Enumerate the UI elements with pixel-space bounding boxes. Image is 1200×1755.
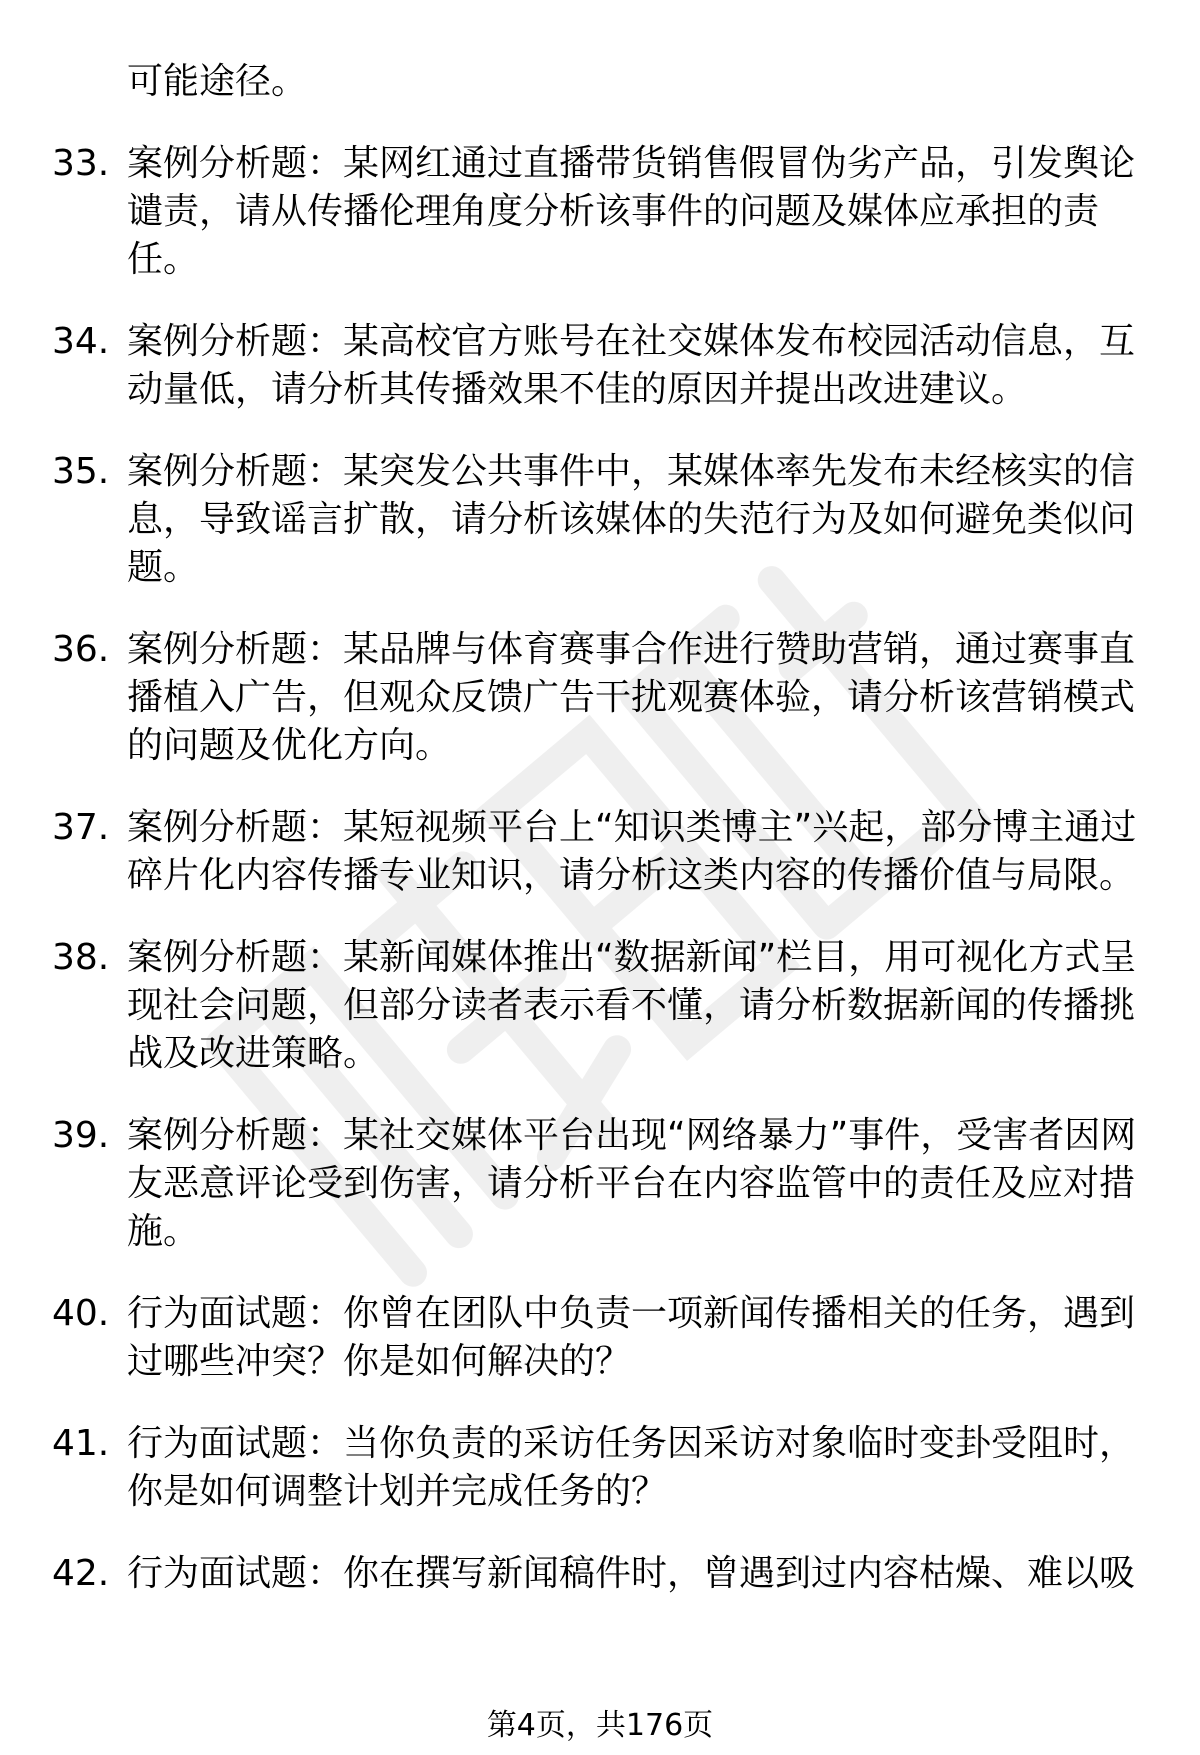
question-list bbox=[0, 140, 1200, 1632]
question-number: 38. bbox=[52, 937, 110, 978]
question-number: 33. bbox=[52, 143, 110, 184]
question-number: 41. bbox=[52, 1423, 110, 1464]
question-number: 40. bbox=[52, 1293, 110, 1334]
question-text: 行为面试题：你曾在团队中负责一项新闻传播相关的任务，遇到过哪些冲突？你是如何解决的？ bbox=[127, 1293, 1136, 1382]
question-item bbox=[0, 318, 1200, 414]
question-item bbox=[0, 934, 1200, 1078]
question-item bbox=[0, 1112, 1200, 1256]
question-text: 行为面试题：你在撰写新闻稿件时，曾遇到过内容枯燥、难以吸 bbox=[127, 1553, 1136, 1594]
question-text: 案例分析题：某品牌与体育赛事合作进行赞助营销，通过赛事直播植入广告，但观众反馈广告干扰观赛体验，请分析该营销模式的问题及优化方向。 bbox=[127, 629, 1136, 766]
question-item bbox=[0, 1420, 1200, 1516]
question-text: 案例分析题：某突发公共事件中，某媒体率先发布未经核实的信息，导致谣言扩散，请分析该媒体的失范行为及如何避免类似问题。 bbox=[127, 451, 1136, 588]
question-text: 案例分析题：某高校官方账号在社交媒体发布校园活动信息，互动量低，请分析其传播效果不佳的原因并提出改进建议。 bbox=[127, 321, 1136, 410]
question-item bbox=[0, 804, 1200, 900]
question-text: 案例分析题：某网红通过直播带货销售假冒伪劣产品，引发舆论谴责，请从传播伦理角度分析该事件的问题及媒体应承担的责任。 bbox=[127, 143, 1136, 280]
question-item bbox=[0, 448, 1200, 592]
question-text: 案例分析题：某短视频平台上“知识类博主”兴起，部分博主通过碎片化内容传播专业知识，请分析这类内容的传播价值与局限。 bbox=[127, 807, 1137, 896]
question-number: 35. bbox=[52, 451, 110, 492]
question-item bbox=[0, 626, 1200, 770]
question-item bbox=[0, 1290, 1200, 1386]
page-footer: 第4页，共176页 bbox=[486, 1708, 714, 1743]
question-number: 42. bbox=[52, 1553, 110, 1594]
question-text: 案例分析题：某社交媒体平台出现“网络暴力”事件，受害者因网友恶意评论受到伤害，请分析平台在内容监管中的责任及应对措施。 bbox=[127, 1115, 1137, 1252]
question-text: 行为面试题：当你负责的采访任务因采访对象临时变卦受阻时，你是如何调整计划并完成任务的？ bbox=[127, 1423, 1136, 1512]
question-item bbox=[0, 1550, 1200, 1598]
question-item bbox=[0, 140, 1200, 284]
question-number: 34. bbox=[52, 321, 110, 362]
question-number: 37. bbox=[52, 807, 110, 848]
question-text: 案例分析题：某新闻媒体推出“数据新闻”栏目，用可视化方式呈现社会问题，但部分读者表示看不懂，请分析数据新闻的传播挑战及改进策略。 bbox=[127, 937, 1137, 1074]
continuation-text: 可能途径。 bbox=[127, 61, 308, 102]
question-number: 36. bbox=[52, 629, 110, 670]
question-number: 39. bbox=[52, 1115, 110, 1156]
